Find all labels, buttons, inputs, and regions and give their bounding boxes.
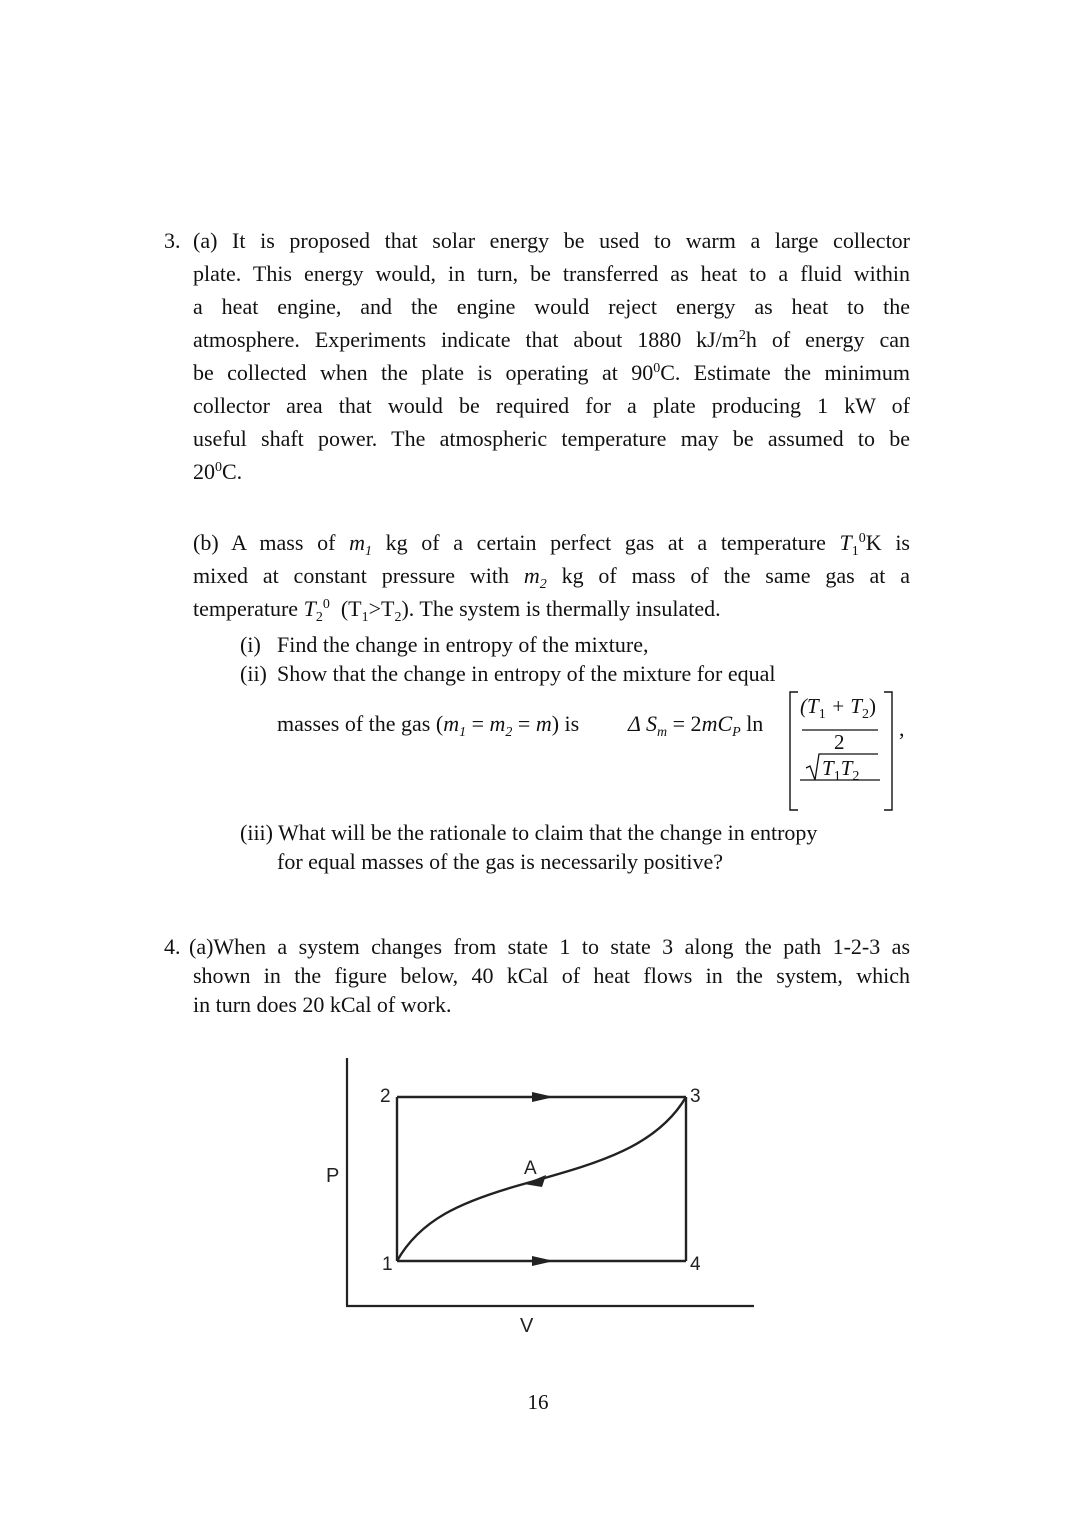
formula-comma: , <box>899 716 905 741</box>
q3b-item-iii-continuation: for equal masses of the gas is necessarily positive? <box>277 849 723 874</box>
temperature-condition: $(T_1>T_2)$. <box>340 596 415 625</box>
t2-symbol: $T_2^0$ <box>303 596 330 625</box>
q4-line-2: shown in the figure below, 40 kCal of heat flows in the system, which <box>193 963 910 988</box>
formula-denominator: $T_1T_2$ <box>822 756 860 784</box>
q3b-item-ii-text: Show that the change in entropy of the mixture for equal <box>277 661 776 686</box>
q3a-line-1: (a) It is proposed that solar energy be used to warm a large collector <box>193 228 911 253</box>
pv-diagram <box>310 1050 770 1340</box>
q3b-item-ii-continuation: masses of the gas $(m_1 = m_2 = m)$ is <box>277 711 580 740</box>
q3a-line-2: plate. This energy would, in turn, be transferred as heat to a fluid within <box>193 261 910 286</box>
t1-symbol: $T_1^0$ <box>839 530 866 559</box>
formula-numerator-denominator: 2 <box>834 730 845 754</box>
state-1-label: 1 <box>382 1254 393 1275</box>
m2-symbol: $m_2$ <box>523 563 547 592</box>
q3a-line-8: $20^0C$. <box>193 459 243 484</box>
q3a-line-5: be collected when the plate is operating at $90^0C$. Estimate the minimum <box>193 360 911 385</box>
arrow-1-4 <box>532 1256 554 1266</box>
q3b-line-2: mixed at constant pressure with $m_2$ kg of mass of the same gas at a <box>193 563 911 592</box>
q3b-line-3: temperature $T_2^0$ $(T_1>T_2)$. The system is thermally insulated. <box>193 596 721 625</box>
state-4-label: 4 <box>690 1254 701 1275</box>
state-3-label: 3 <box>690 1086 701 1107</box>
state-2-label: 2 <box>380 1086 391 1107</box>
formula-numerator: $(T_1 + T_2)$ <box>800 694 877 722</box>
q3a-line-4: atmosphere. Experiments indicate that about 1880 $kJ/m^2h$ of energy can <box>193 327 910 352</box>
question-4-number: 4. <box>164 934 181 959</box>
path-a-label: A <box>524 1158 537 1179</box>
q3a-line-7: useful shaft power. The atmospheric temperature may be assumed to be <box>193 426 910 451</box>
q3b-item-i-text: Find the change in entropy of the mixture, <box>277 632 649 657</box>
q3b-item-iii-text: What will be the rationale to claim that the change in entropy <box>278 820 818 845</box>
q3b-item-i-label: (i) <box>240 632 261 657</box>
q3b-item-ii-label: (ii) <box>240 661 267 686</box>
q3b-line-1: (b) A mass of $m_1$ kg of a certain perfect gas at a temperature $T_1^0K$ is <box>193 530 910 559</box>
q3b-item-iii-label: (iii) <box>240 820 273 845</box>
p-axis-label: P <box>326 1165 340 1187</box>
formula-lhs: Δ $S_m = 2mC_P$ ln <box>628 711 764 740</box>
arrow-2-3 <box>532 1092 554 1102</box>
question-3-number: 3. <box>164 228 181 253</box>
q4-line-1: (a)When a system changes from state 1 to state 3 along the path 1-2-3 as <box>189 934 910 959</box>
page-number: 16 <box>527 1390 549 1414</box>
q3a-line-6: collector area that would be required for a plate producing 1 kW of <box>193 393 910 418</box>
q4-line-3: in turn does 20 kCal of work. <box>193 992 452 1017</box>
m1-symbol: $m_1$ <box>349 530 372 559</box>
v-axis-label: V <box>520 1315 534 1337</box>
q3a-line-3: a heat engine, and the engine would reject energy as heat to the <box>193 294 910 319</box>
